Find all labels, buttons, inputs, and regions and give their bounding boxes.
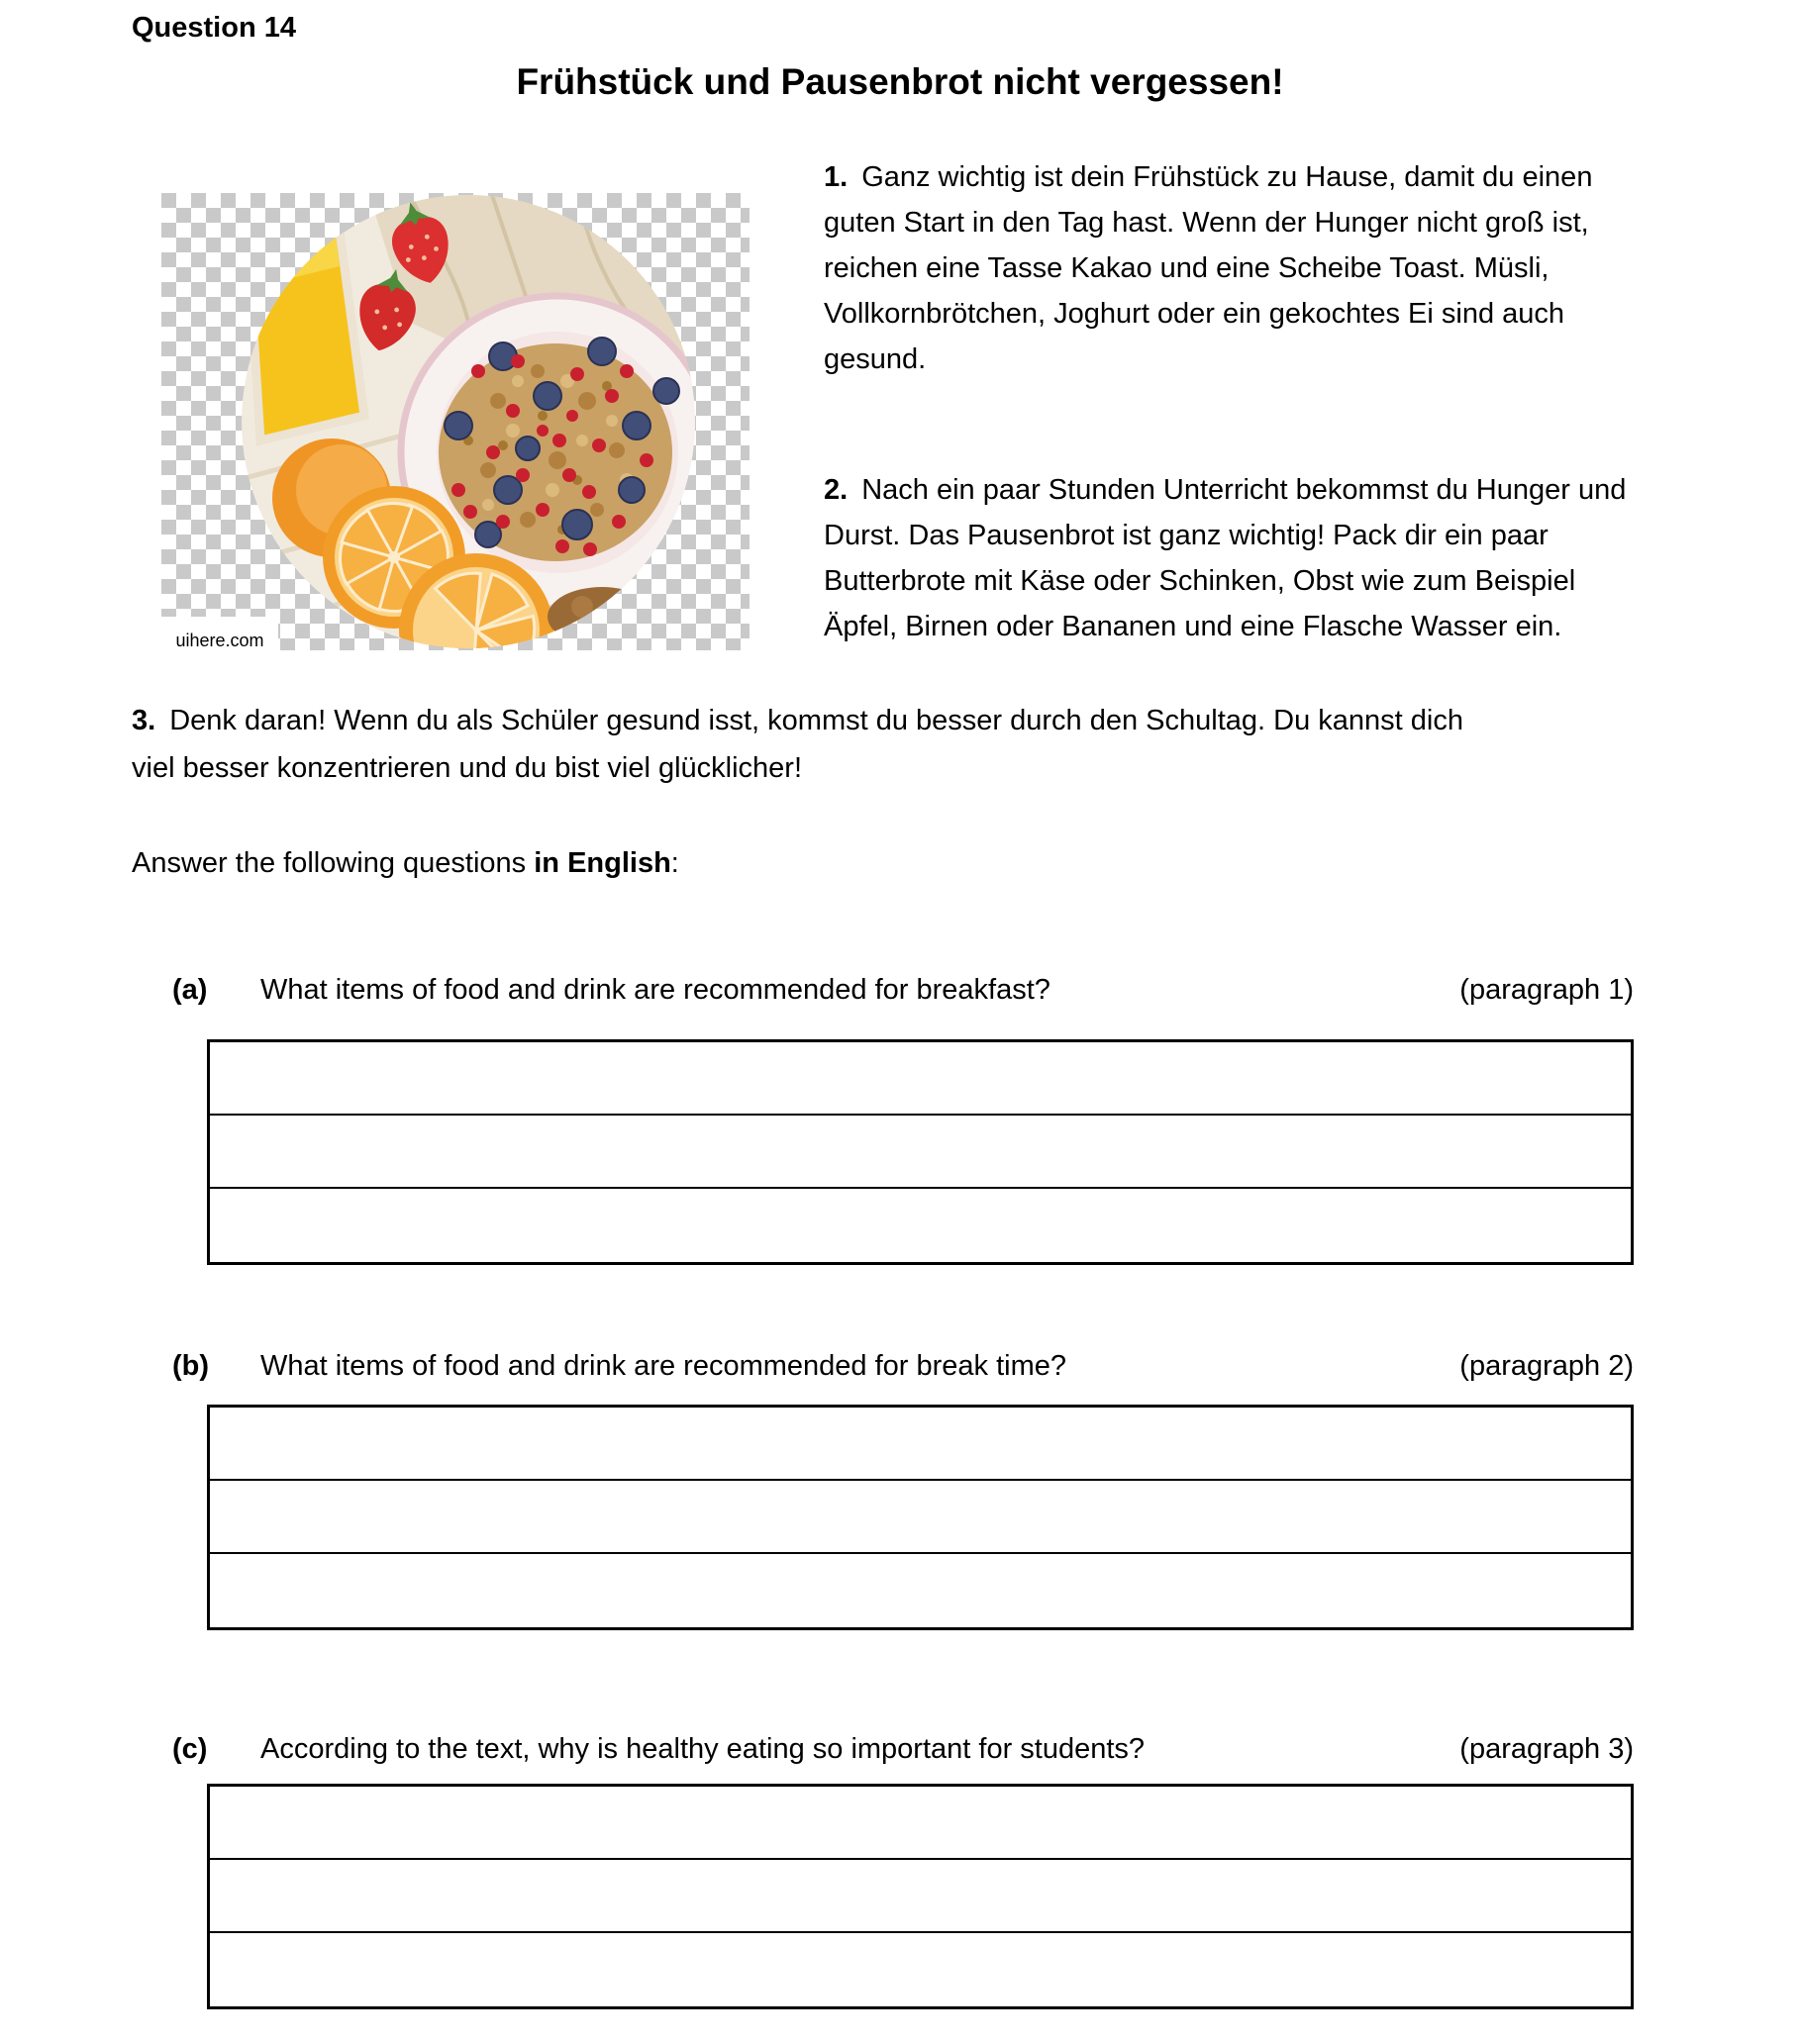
- paragraph-2-text: Nach ein paar Stunden Unterricht bekommst du Hunger und Durst. Das Pausenbrot ist ganz wichtig! Pack dir ein paar Butterbrote mit Käse oder Schinken, Obst wie zum Beispiel Äpfel, Birnen oder Bananen und eine Flasche Wasser ein.: [824, 474, 1627, 642]
- answer-line[interactable]: [210, 1189, 1631, 1262]
- paragraph-1-text: Ganz wichtig ist dein Frühstück zu Hause, damit du einen guten Start in den Tag hast. Wenn der Hunger nicht groß ist, reichen eine Tasse Kakao und eine Scheibe Toast. Müsli, Vollkornbrötchen, Joghurt oder ein gekochtes Ei sind auch gesund.: [824, 161, 1593, 375]
- paragraph-1-number: 1.: [824, 161, 849, 193]
- paragraph-2-number: 2.: [824, 474, 849, 506]
- answer-line[interactable]: [210, 1042, 1631, 1116]
- answer-box-b: [207, 1405, 1634, 1630]
- question-c-label: (c): [172, 1733, 208, 1765]
- answer-box-a: [207, 1039, 1634, 1265]
- answer-line[interactable]: [210, 1481, 1631, 1554]
- answer-line[interactable]: [210, 1408, 1631, 1481]
- paragraph-2: [824, 467, 1638, 649]
- question-c-paragraph-ref: (paragraph 3): [1459, 1733, 1634, 1765]
- question-b-text: What items of food and drink are recommended for break time?: [260, 1350, 1066, 1382]
- question-c-text: According to the text, why is healthy eating so important for students?: [260, 1733, 1146, 1765]
- instruction-suffix: :: [670, 847, 679, 879]
- question-row-b: [172, 1348, 1634, 1384]
- paragraph-1: [824, 154, 1638, 382]
- paragraph-3-number: 3.: [132, 705, 156, 736]
- paragraph-3: [132, 697, 1500, 792]
- answer-box-c: [207, 1784, 1634, 2009]
- answer-line[interactable]: [210, 1116, 1631, 1189]
- reading-text-column: [824, 154, 1638, 649]
- breakfast-photo: [161, 193, 750, 668]
- question-row-a: [172, 972, 1634, 1008]
- watermark: uihere.com: [161, 617, 278, 664]
- breakfast-photo-illustration: [161, 193, 750, 650]
- question-row-c: [172, 1731, 1634, 1767]
- page-title: Frühstück und Pausenbrot nicht vergessen!: [516, 61, 1284, 102]
- paragraph-3-text: Denk daran! Wenn du als Schüler gesund isst, kommst du besser durch den Schultag. Du kannst dich viel besser konzentrieren und du bist viel glücklicher!: [132, 705, 1463, 784]
- question-a-label: (a): [172, 974, 208, 1006]
- question-a-paragraph-ref: (paragraph 1): [1459, 974, 1634, 1006]
- answer-line[interactable]: [210, 1860, 1631, 1933]
- question-number: Question 14: [132, 12, 296, 44]
- instruction-prefix: Answer the following questions: [132, 847, 535, 879]
- question-a-text: What items of food and drink are recommended for breakfast?: [260, 974, 1050, 1006]
- answer-instruction: [132, 847, 679, 880]
- instruction-emphasis: in English: [534, 847, 671, 879]
- question-b-label: (b): [172, 1350, 210, 1382]
- answer-line[interactable]: [210, 1933, 1631, 2006]
- answer-line[interactable]: [210, 1554, 1631, 1627]
- question-b-paragraph-ref: (paragraph 2): [1459, 1350, 1634, 1382]
- answer-line[interactable]: [210, 1787, 1631, 1860]
